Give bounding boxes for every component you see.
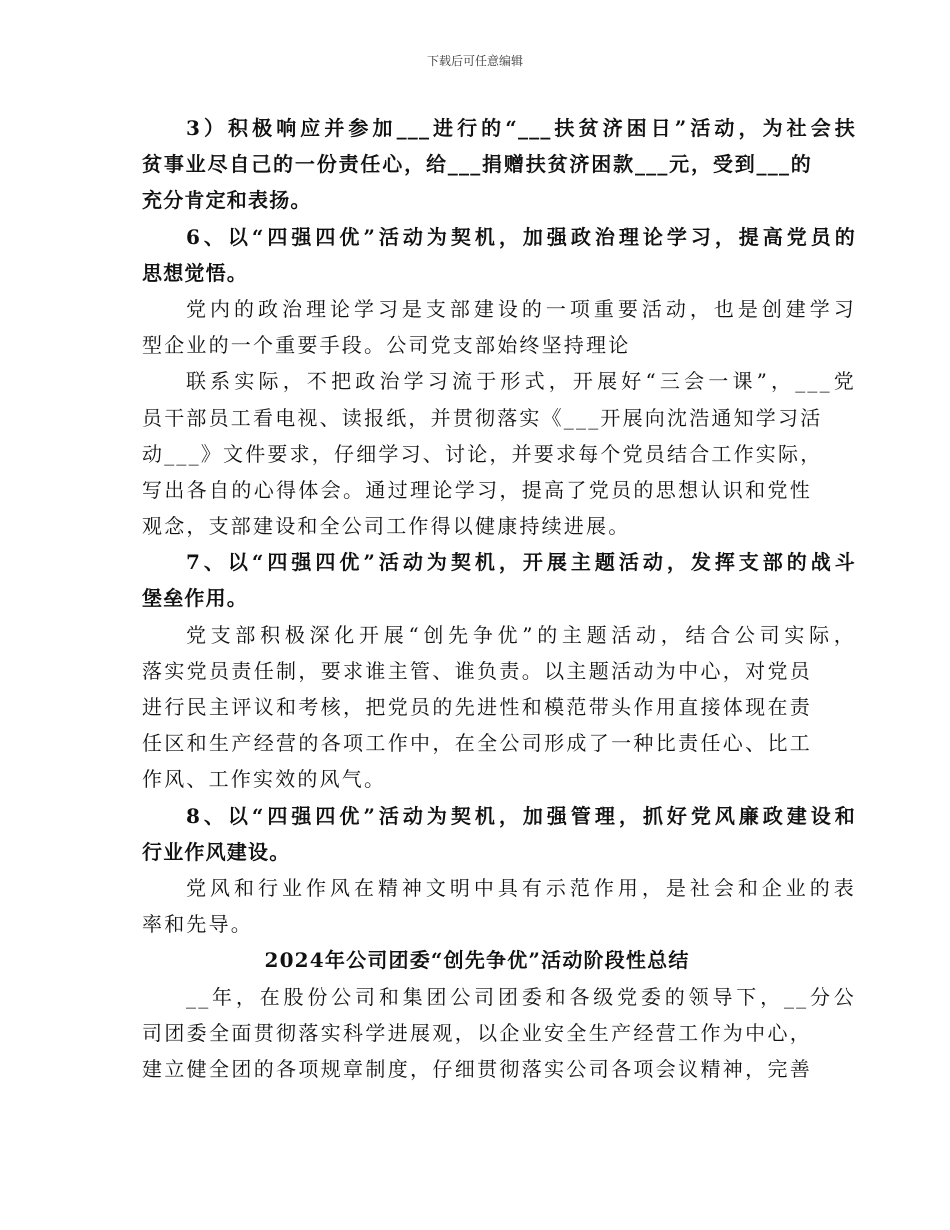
paragraph-line: 党风和行业作风在精神文明中具有示范作用，是社会和企业的表 bbox=[186, 875, 856, 900]
header-note: 下载后可任意编辑 bbox=[426, 54, 523, 68]
paragraph-line: 作风、工作实效的风气。 bbox=[142, 767, 387, 792]
section-7-heading-line-2: 堡垒作用。 bbox=[142, 586, 248, 611]
section-8-heading-line-2: 行业作风建设。 bbox=[142, 839, 291, 864]
item-3-line-3: 充分肯定和表扬。 bbox=[142, 188, 312, 213]
section-7-heading-line-1: 7、以“四强四优”活动为契机，开展主题活动，发挥支部的战斗 bbox=[186, 550, 856, 575]
paragraph-line: 率和先导。 bbox=[142, 912, 253, 937]
item-3-line-2: 贫事业尽自己的一份责任心，给___捐赠扶贫济困款___元，受到___的 bbox=[142, 152, 812, 177]
paragraph-line: 写出各自的心得体会。通过理论学习，提高了党员的思想认识和党性 bbox=[142, 477, 812, 502]
section-6-heading-line-1: 6、以“四强四优”活动为契机，加强政治理论学习，提高党员的 bbox=[186, 224, 856, 249]
paragraph-line: 动___》文件要求，仔细学习、讨论，并要求每个党员结合工作实际， bbox=[142, 441, 823, 466]
paragraph-line: 观念，支部建设和全公司工作得以健康持续进展。 bbox=[142, 514, 631, 539]
section-8-heading-line-1: 8、以“四强四优”活动为契机，加强管理，抓好党风廉政建设和 bbox=[186, 803, 856, 828]
paragraph-line: 建立健全团的各项规章制度，仔细贯彻落实公司各项会议精神，完善 bbox=[142, 1056, 812, 1081]
paragraph-line: 联系实际，不把政治学习流于形式，开展好“三会一课”，___党 bbox=[186, 369, 856, 394]
paragraph-line: 落实党员责任制，要求谁主管、谁负责。以主题活动为中心，对党员 bbox=[142, 658, 812, 683]
paragraph-line: 任区和生产经营的各项工作中，在全公司形成了一种比责任心、比工 bbox=[142, 731, 812, 756]
paragraph-line: 进行民主评议和考核，把党员的先进性和模范带头作用直接体现在责 bbox=[142, 695, 812, 719]
paragraph-line: 党内的政治理论学习是支部建设的一项重要活动，也是创建学习 bbox=[186, 296, 856, 321]
section-6-heading-line-2: 思想觉悟。 bbox=[142, 260, 248, 285]
paragraph-line: 司团委全面贯彻落实科学进展观，以企业安全生产经营工作为中心， bbox=[142, 1020, 812, 1045]
paragraph-line: 党支部积极深化开展“创先争优”的主题活动，结合公司实际， bbox=[186, 622, 856, 647]
document-body bbox=[142, 110, 856, 1087]
item-3-line-1: 3）积极响应并参加___进行的“___扶贫济困日”活动，为社会扶 bbox=[186, 116, 856, 140]
paragraph-line: __年，在股份公司和集团公司团委和各级党委的领导下，__分公 bbox=[186, 984, 856, 1009]
paragraph-line: 型企业的一个重要手段。公司党支部始终坚持理论 bbox=[142, 333, 631, 358]
document-title: 2024年公司团委“创先争优”活动阶段性总结 bbox=[264, 948, 690, 973]
paragraph-line: 员干部员工看电视、读报纸，并贯彻落实《___开展向沈浩通知学习活 bbox=[142, 405, 823, 430]
